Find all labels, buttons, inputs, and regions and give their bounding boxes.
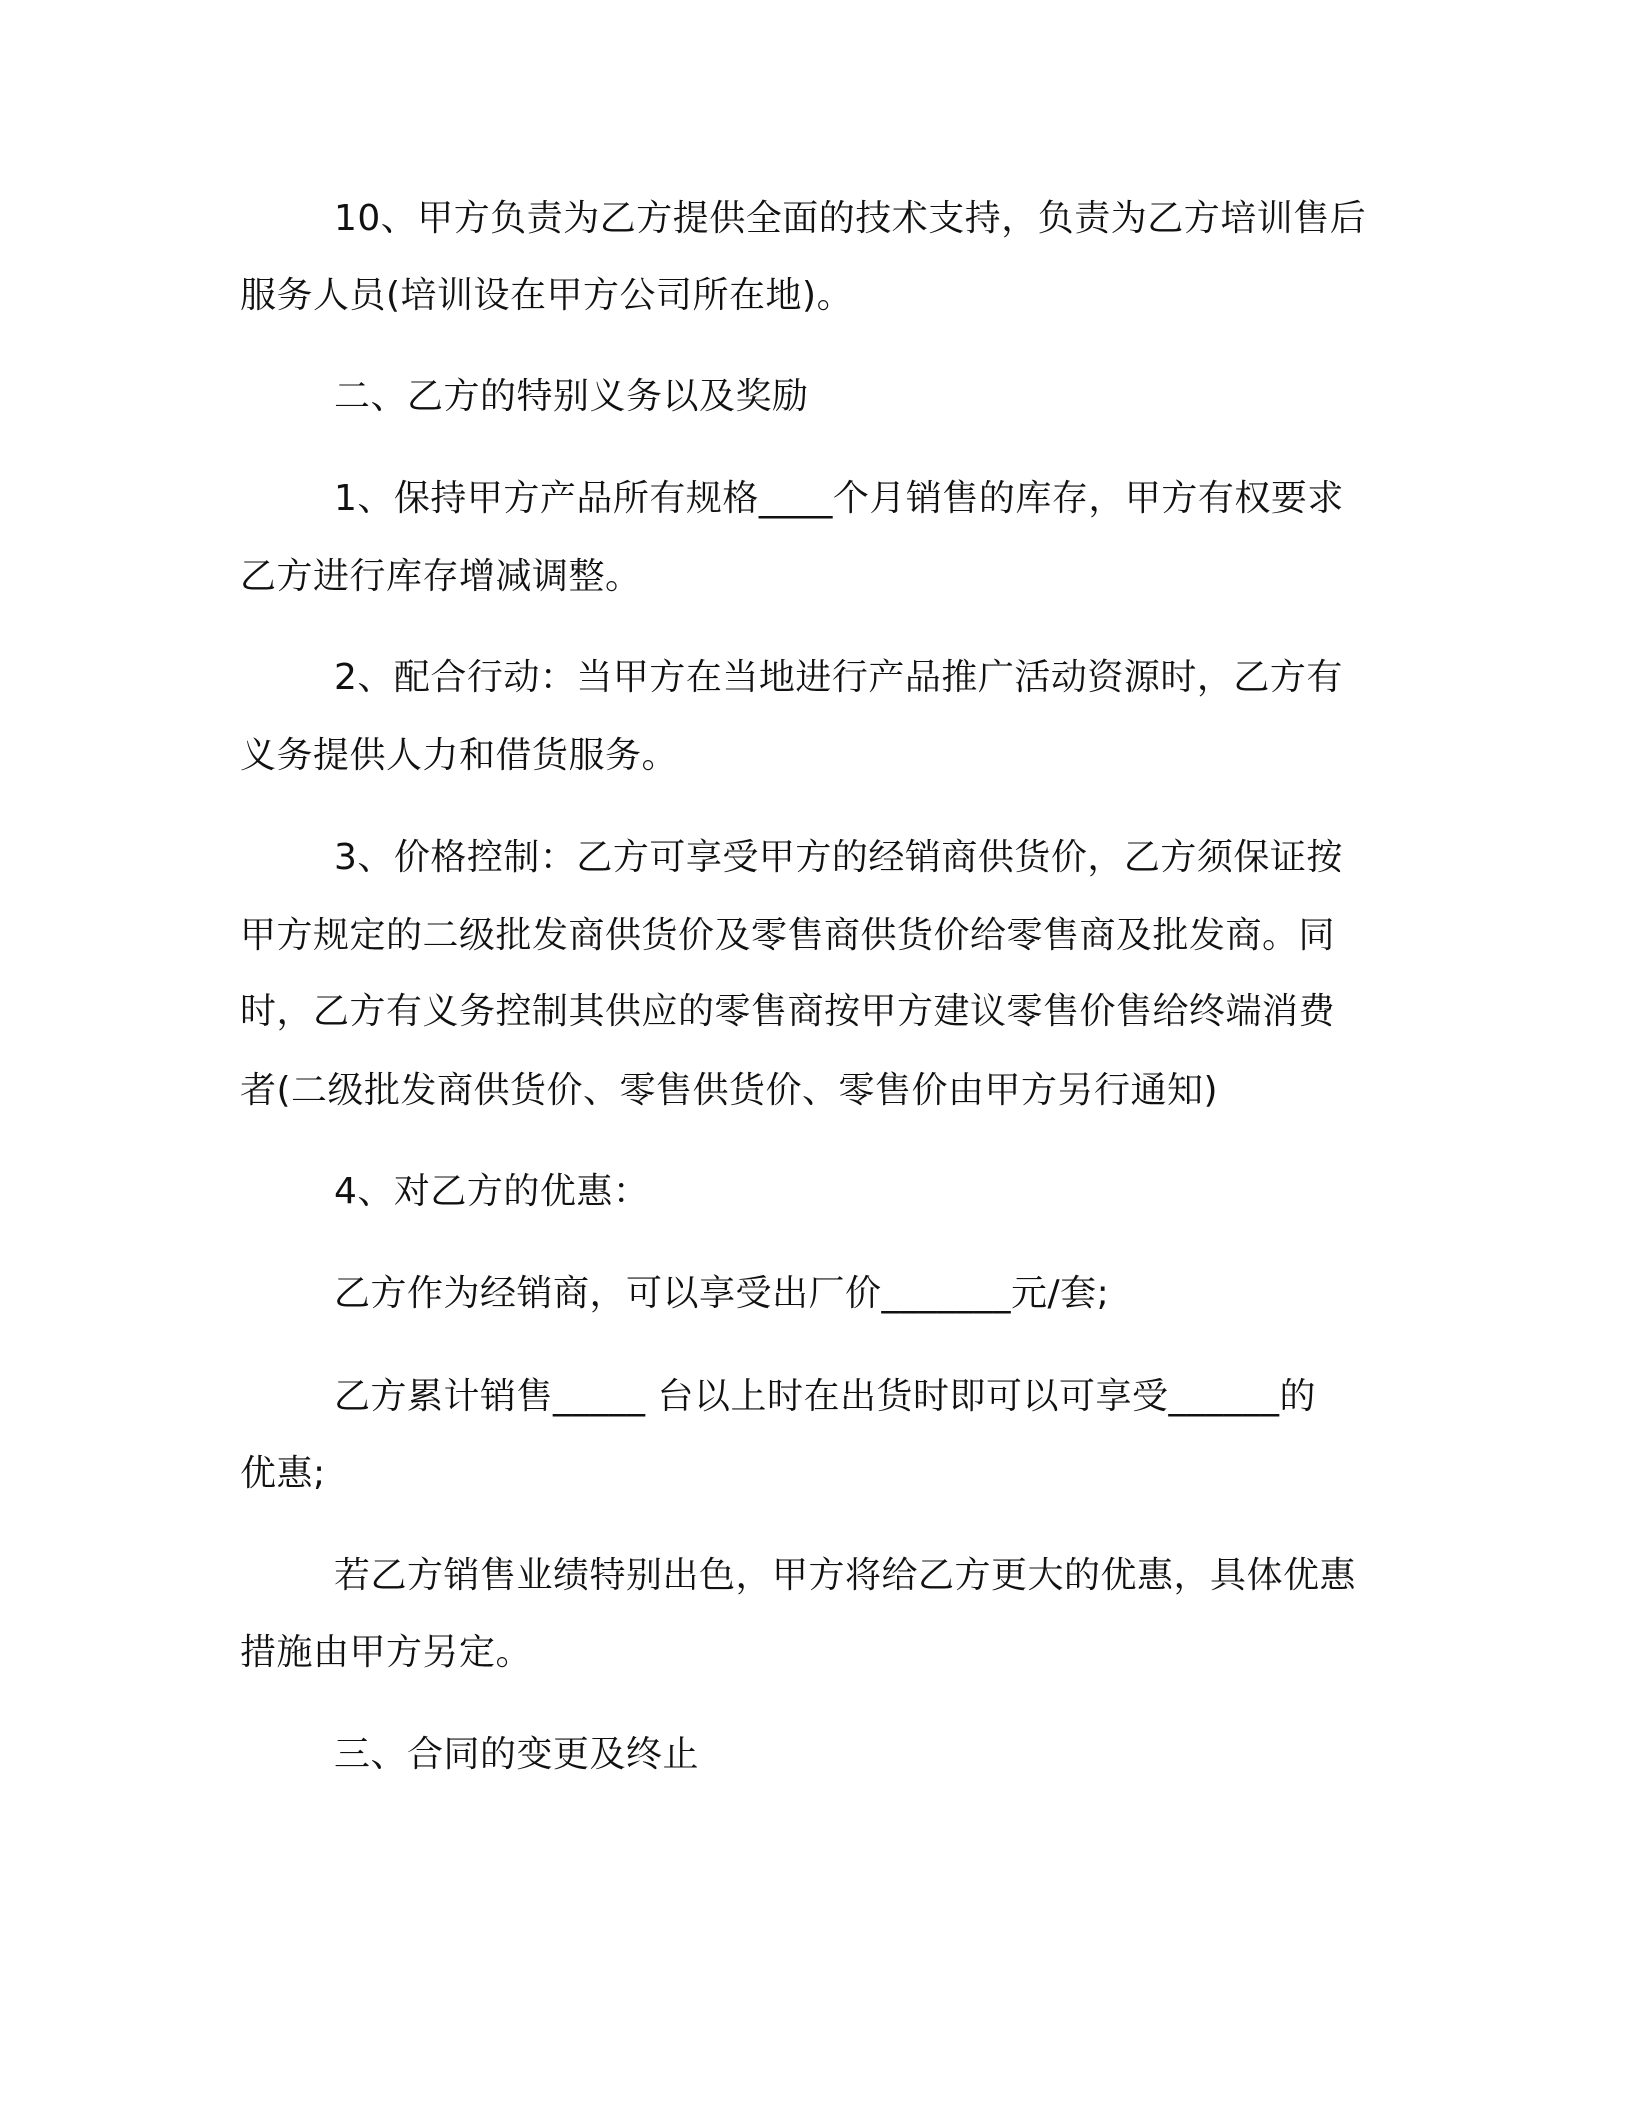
discount-line-3b: 措施由甲方另定。 bbox=[240, 1632, 533, 1673]
discount-line-1: 乙方作为经销商，可以享受出厂价_______元/套; bbox=[334, 1273, 1110, 1314]
clause-10-line-1: 10、甲方负责为乙方提供全面的技术支持，负责为乙方培训售后 bbox=[334, 198, 1367, 239]
item-3-line-1: 3、价格控制：乙方可享受甲方的经销商供货价，乙方须保证按 bbox=[334, 837, 1343, 878]
section-2-heading: 二、乙方的特别义务以及奖励 bbox=[334, 376, 809, 417]
item-1-line-2: 乙方进行库存增减调整。 bbox=[240, 556, 642, 597]
discount-line-3a: 若乙方销售业绩特别出色，甲方将给乙方更大的优惠，具体优惠 bbox=[334, 1555, 1357, 1596]
discount-line-2b: 优惠; bbox=[240, 1453, 326, 1494]
item-4-heading: 4、对乙方的优惠： bbox=[334, 1171, 650, 1212]
item-3-line-3: 时，乙方有义务控制其供应的零售商按甲方建议零售价售给终端消费 bbox=[240, 991, 1336, 1032]
item-3-line-2: 甲方规定的二级批发商供货价及零售商供货价给零售商及批发商。同 bbox=[240, 915, 1336, 956]
item-1-line-1: 1、保持甲方产品所有规格____个月销售的库存，甲方有权要求 bbox=[334, 478, 1344, 519]
item-2-line-1: 2、配合行动：当甲方在当地进行产品推广活动资源时，乙方有 bbox=[334, 657, 1343, 698]
item-3-line-4: 者(二级批发商供货价、零售供货价、零售价由甲方另行通知) bbox=[240, 1070, 1219, 1111]
discount-line-2a: 乙方累计销售_____ 台以上时在出货时即可以可享受______的 bbox=[334, 1376, 1316, 1417]
section-3-heading: 三、合同的变更及终止 bbox=[334, 1734, 700, 1775]
clause-10-line-2: 服务人员(培训设在甲方公司所在地)。 bbox=[240, 275, 854, 316]
item-2-line-2: 义务提供人力和借货服务。 bbox=[240, 735, 679, 776]
